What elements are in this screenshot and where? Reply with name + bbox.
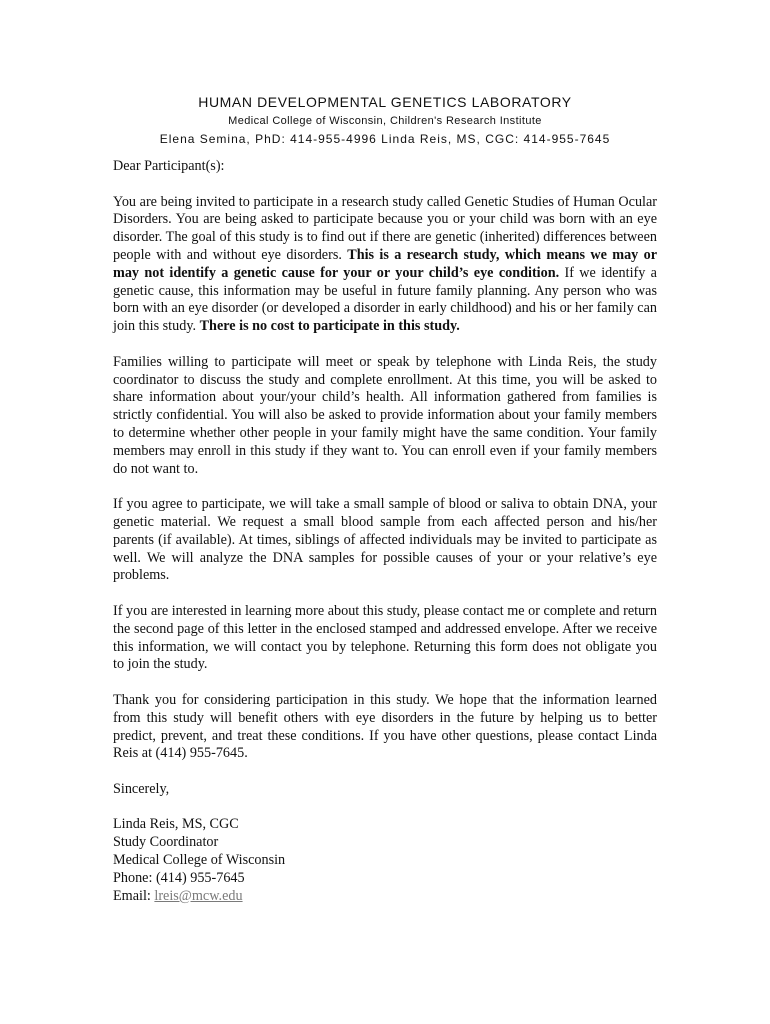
signature-phone: Phone: (414) 955-7645: [113, 869, 245, 886]
closing: Sincerely,: [113, 780, 170, 797]
paragraph-thanks: Thank you for considering participation in this study. We hope that the information learned from this study will benefit others with eye disorders in the future by helping us to better predict, prevent, and treat these conditions. If you have other questions, please contact Linda Reis at (414) 955-7645.: [113, 691, 657, 762]
email-label: Email:: [113, 887, 155, 904]
intro-no-cost-notice: There is no cost to participate in this study.: [199, 318, 460, 335]
letterhead: [0, 93, 770, 147]
signature-email-line: [113, 888, 657, 906]
letter-body: [113, 158, 657, 905]
paragraph-sample: If you agree to participate, we will take a small sample of blood or saliva to obtain DNA, your genetic material. We request a small blood sample from each affected person and his/her parents (if available). At times, siblings of affected individuals may be invited to participate as well. We will analyze the DNA samples for possible causes of your or your relative’s eye problems.: [113, 496, 657, 584]
paragraph-contact: If you are interested in learning more about this study, please contact me or complete and return the second page of this letter in the enclosed stamped and addressed envelope. After we receive this information, we will contact you by telephone. Returning this form does not obligate you to join the study.: [113, 602, 657, 673]
signature-organization: Medical College of Wisconsin: [113, 852, 286, 869]
institution-line: Medical College of Wisconsin, Children's Research Institute: [228, 115, 542, 127]
signature-title: Study Coordinator: [113, 834, 219, 851]
signature-name: Linda Reis, MS, CGC: [113, 816, 239, 833]
paragraph-intro: [113, 194, 657, 336]
intro-research-notice: This is a research study, which means we may or may not identify a genetic cause for your or your child’s eye condition.: [113, 246, 657, 281]
intro-text-c: If we identify a genetic cause, this information may be useful in future family planning. Any person who was born with an eye disorder (or developed a disorder in early childhood) and his or her family can join this study.: [113, 264, 657, 335]
intro-text-a: You are being invited to participate in a research study called Genetic Studies of Human Ocular Disorders. You are being asked to participate because you or your child was born with an eye disorder. The goal of this study is to find out if there are genetic (inherited) differences between people with and without eye disorders.: [113, 193, 657, 263]
signature-block: [113, 816, 657, 905]
paragraph-enrollment: Families willing to participate will meet or speak by telephone with Linda Reis, the study coordinator to discuss the study and complete enrollment. At this time, you will be asked to share information about your/your child’s health. All information gathered from families is strictly confidential. You will also be asked to provide information about your family members to determine whether other people in your family might have the same condition. Your family members may enroll in this study if they want to. You can enroll even if your family members do not want to.: [113, 353, 657, 477]
contacts-line: Elena Semina, PhD: 414-955-4996 Linda Reis, MS, CGC: 414-955-7645: [159, 132, 611, 146]
salutation: Dear Participant(s):: [113, 158, 225, 174]
email-link[interactable]: lreis@mcw.edu: [154, 887, 243, 904]
lab-name: HUMAN DEVELOPMENTAL GENETICS LABORATORY: [198, 94, 572, 110]
